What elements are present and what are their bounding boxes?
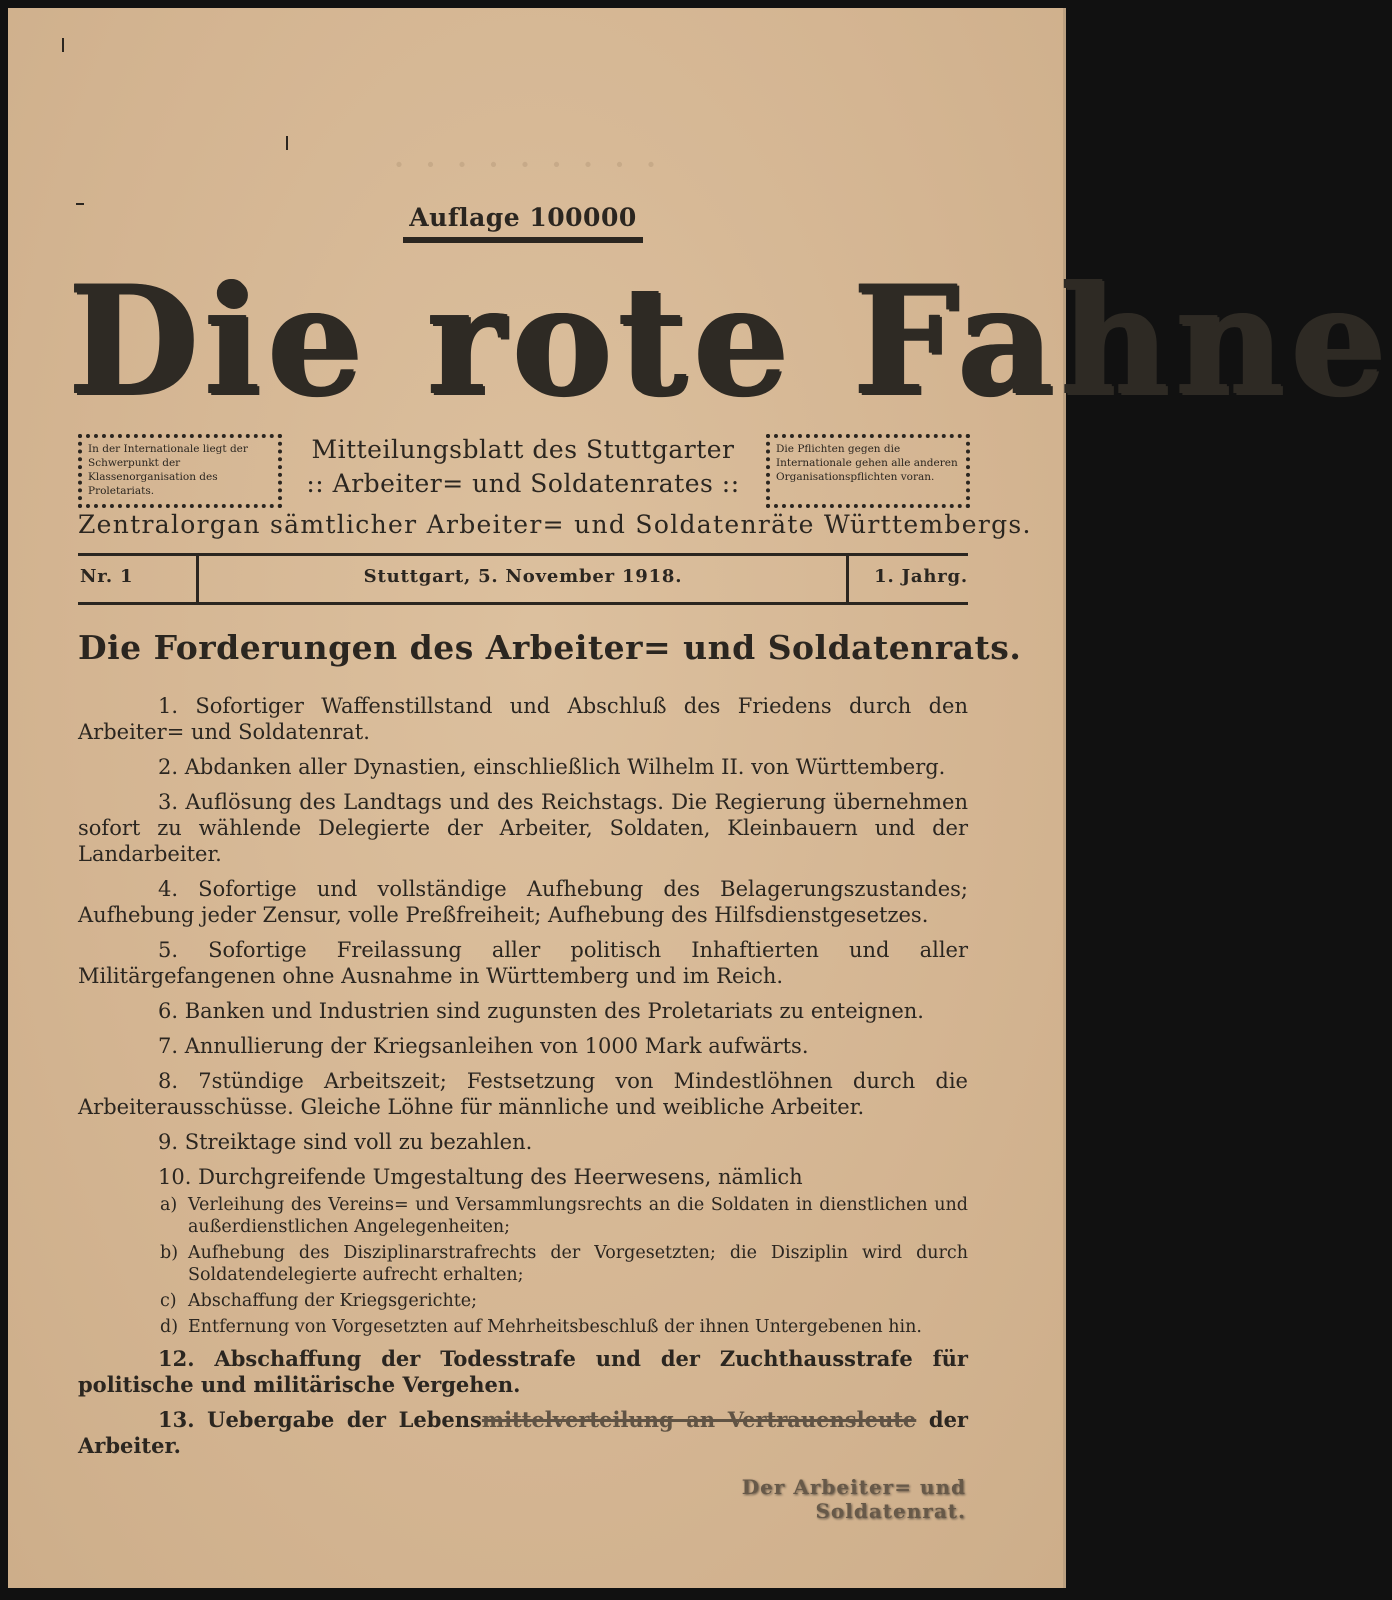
demand-item: 6. Banken und Industrien sind zugunsten des Proletariats zu enteignen. — [158, 999, 924, 1023]
demand-item: 9. Streiktage sind voll zu bezahlen. — [158, 1130, 533, 1154]
council-signature: Der Arbeiter= und Soldatenrat. — [741, 1475, 966, 1523]
sub-demand — [160, 1290, 968, 1312]
motto-box-right — [766, 434, 970, 508]
demand-13-start: 13. Uebergabe der Lebens — [158, 1407, 482, 1432]
demand-item: 10. Durchgreifende Umgestaltung des Heerwesens, nämlich — [158, 1165, 803, 1189]
place-date: Stuttgart, 5. November 1918. — [363, 566, 683, 587]
newspaper-page — [8, 8, 1392, 1588]
volume-year: 1. Jahrg. — [874, 566, 968, 587]
demands-list — [78, 693, 968, 1468]
demand-13-end: der Arbeiter. — [78, 1407, 968, 1458]
paper-mark — [62, 38, 64, 52]
motto-left-text: In der Internationale liegt der Schwerpunkt der Klassenorganisation des Proletariats. — [88, 443, 248, 497]
demand-item: 12. Abschaffung der Todesstrafe und der Zuchthausstrafe für politische und militärische Vergehen. — [78, 1346, 968, 1397]
sub-demand-label: b) — [160, 1243, 179, 1263]
dateline-bottom-rule — [78, 602, 968, 605]
demand-item: 7. Annullierung der Kriegsanleihen von 1000 Mark aufwärts. — [158, 1034, 809, 1058]
demand-item: 4. Sofortige und vollständige Aufhebung des Belagerungszustandes; Aufhebung jeder Zensur, volle Preßfreiheit; Aufhebung des Hilfsdienstgesetzes. — [78, 877, 968, 927]
dateline-divider-right — [846, 556, 849, 602]
motto-box-left — [78, 434, 282, 508]
masthead-subtitle — [288, 433, 758, 501]
demand-item — [78, 1407, 968, 1459]
article-headline: Die Forderungen des Arbeiter= und Soldatenrats. — [78, 628, 1022, 667]
demand-item: 2. Abdanken aller Dynastien, einschließlich Wilhelm II. von Württemberg. — [158, 755, 946, 779]
dateline-divider-left — [196, 556, 199, 602]
sub-demand — [160, 1316, 968, 1338]
motto-right-text: Die Pflichten gegen die Internationale gehen alle anderen Organisationspflichten voran. — [776, 443, 958, 483]
paper-mark — [76, 203, 84, 205]
sub-demand — [160, 1242, 968, 1286]
sub-demand-label: c) — [160, 1291, 177, 1311]
print-run-underline — [403, 237, 643, 243]
sub-demand-text: Aufhebung des Disziplinarstrafrechts der Vorgesetzten; die Disziplin wird durch Soldatendelegierte aufrecht erhalten; — [188, 1243, 968, 1285]
masthead-title: Die rote Fahne — [68, 253, 1392, 429]
demand-item: 1. Sofortiger Waffenstillstand und Abschluß des Friedens durch den Arbeiter= und Soldatenrat. — [78, 694, 968, 744]
demand-13-smudged-text: mittelverteilung an Vertrauensleute — [481, 1407, 917, 1432]
subtitle-line-1: Mitteilungsblatt des Stuttgarter — [311, 435, 735, 464]
sub-demand-text: Verleihung des Vereins= und Versammlungsrechts an die Soldaten in dienstlichen und außerdienstlichen Angelegenheiten; — [188, 1195, 968, 1237]
bleed-through-text: · · · · · · · · · — [394, 148, 662, 181]
demand-item: 8. 7stündige Arbeitszeit; Festsetzung von Mindestlöhnen durch die Arbeiterausschüsse. Gleiche Löhne für männliche und weibliche Arbeiter. — [78, 1069, 968, 1119]
paper-mark — [286, 136, 288, 150]
sub-demand — [160, 1194, 968, 1238]
sub-demand-label: d) — [160, 1317, 179, 1337]
sub-demand-label: a) — [160, 1195, 178, 1215]
central-organ-line: Zentralorgan sämtlicher Arbeiter= und Soldatenräte Württembergs. — [78, 510, 1032, 539]
issue-number: Nr. 1 — [80, 566, 134, 587]
demand-item: 3. Auflösung des Landtags und des Reichstags. Die Regierung übernehmen sofort zu wählende Delegierte der Arbeiter, Soldaten, Kleinbauern und der Landarbeiter. — [78, 790, 968, 866]
dateline-top-rule — [78, 553, 968, 556]
print-run-label: Auflage 100000 — [409, 203, 637, 232]
sub-demand-text: Abschaffung der Kriegsgerichte; — [188, 1291, 478, 1311]
sub-demand-text: Entfernung von Vorgesetzten auf Mehrheitsbeschluß der ihnen Untergebenen hin. — [188, 1317, 922, 1337]
subtitle-line-2: :: Arbeiter= und Soldatenrates :: — [306, 469, 740, 498]
demand-item: 5. Sofortige Freilassung aller politisch Inhaftierten und aller Militärgefangenen ohne Ausnahme in Württemberg und im Reich. — [78, 938, 968, 988]
